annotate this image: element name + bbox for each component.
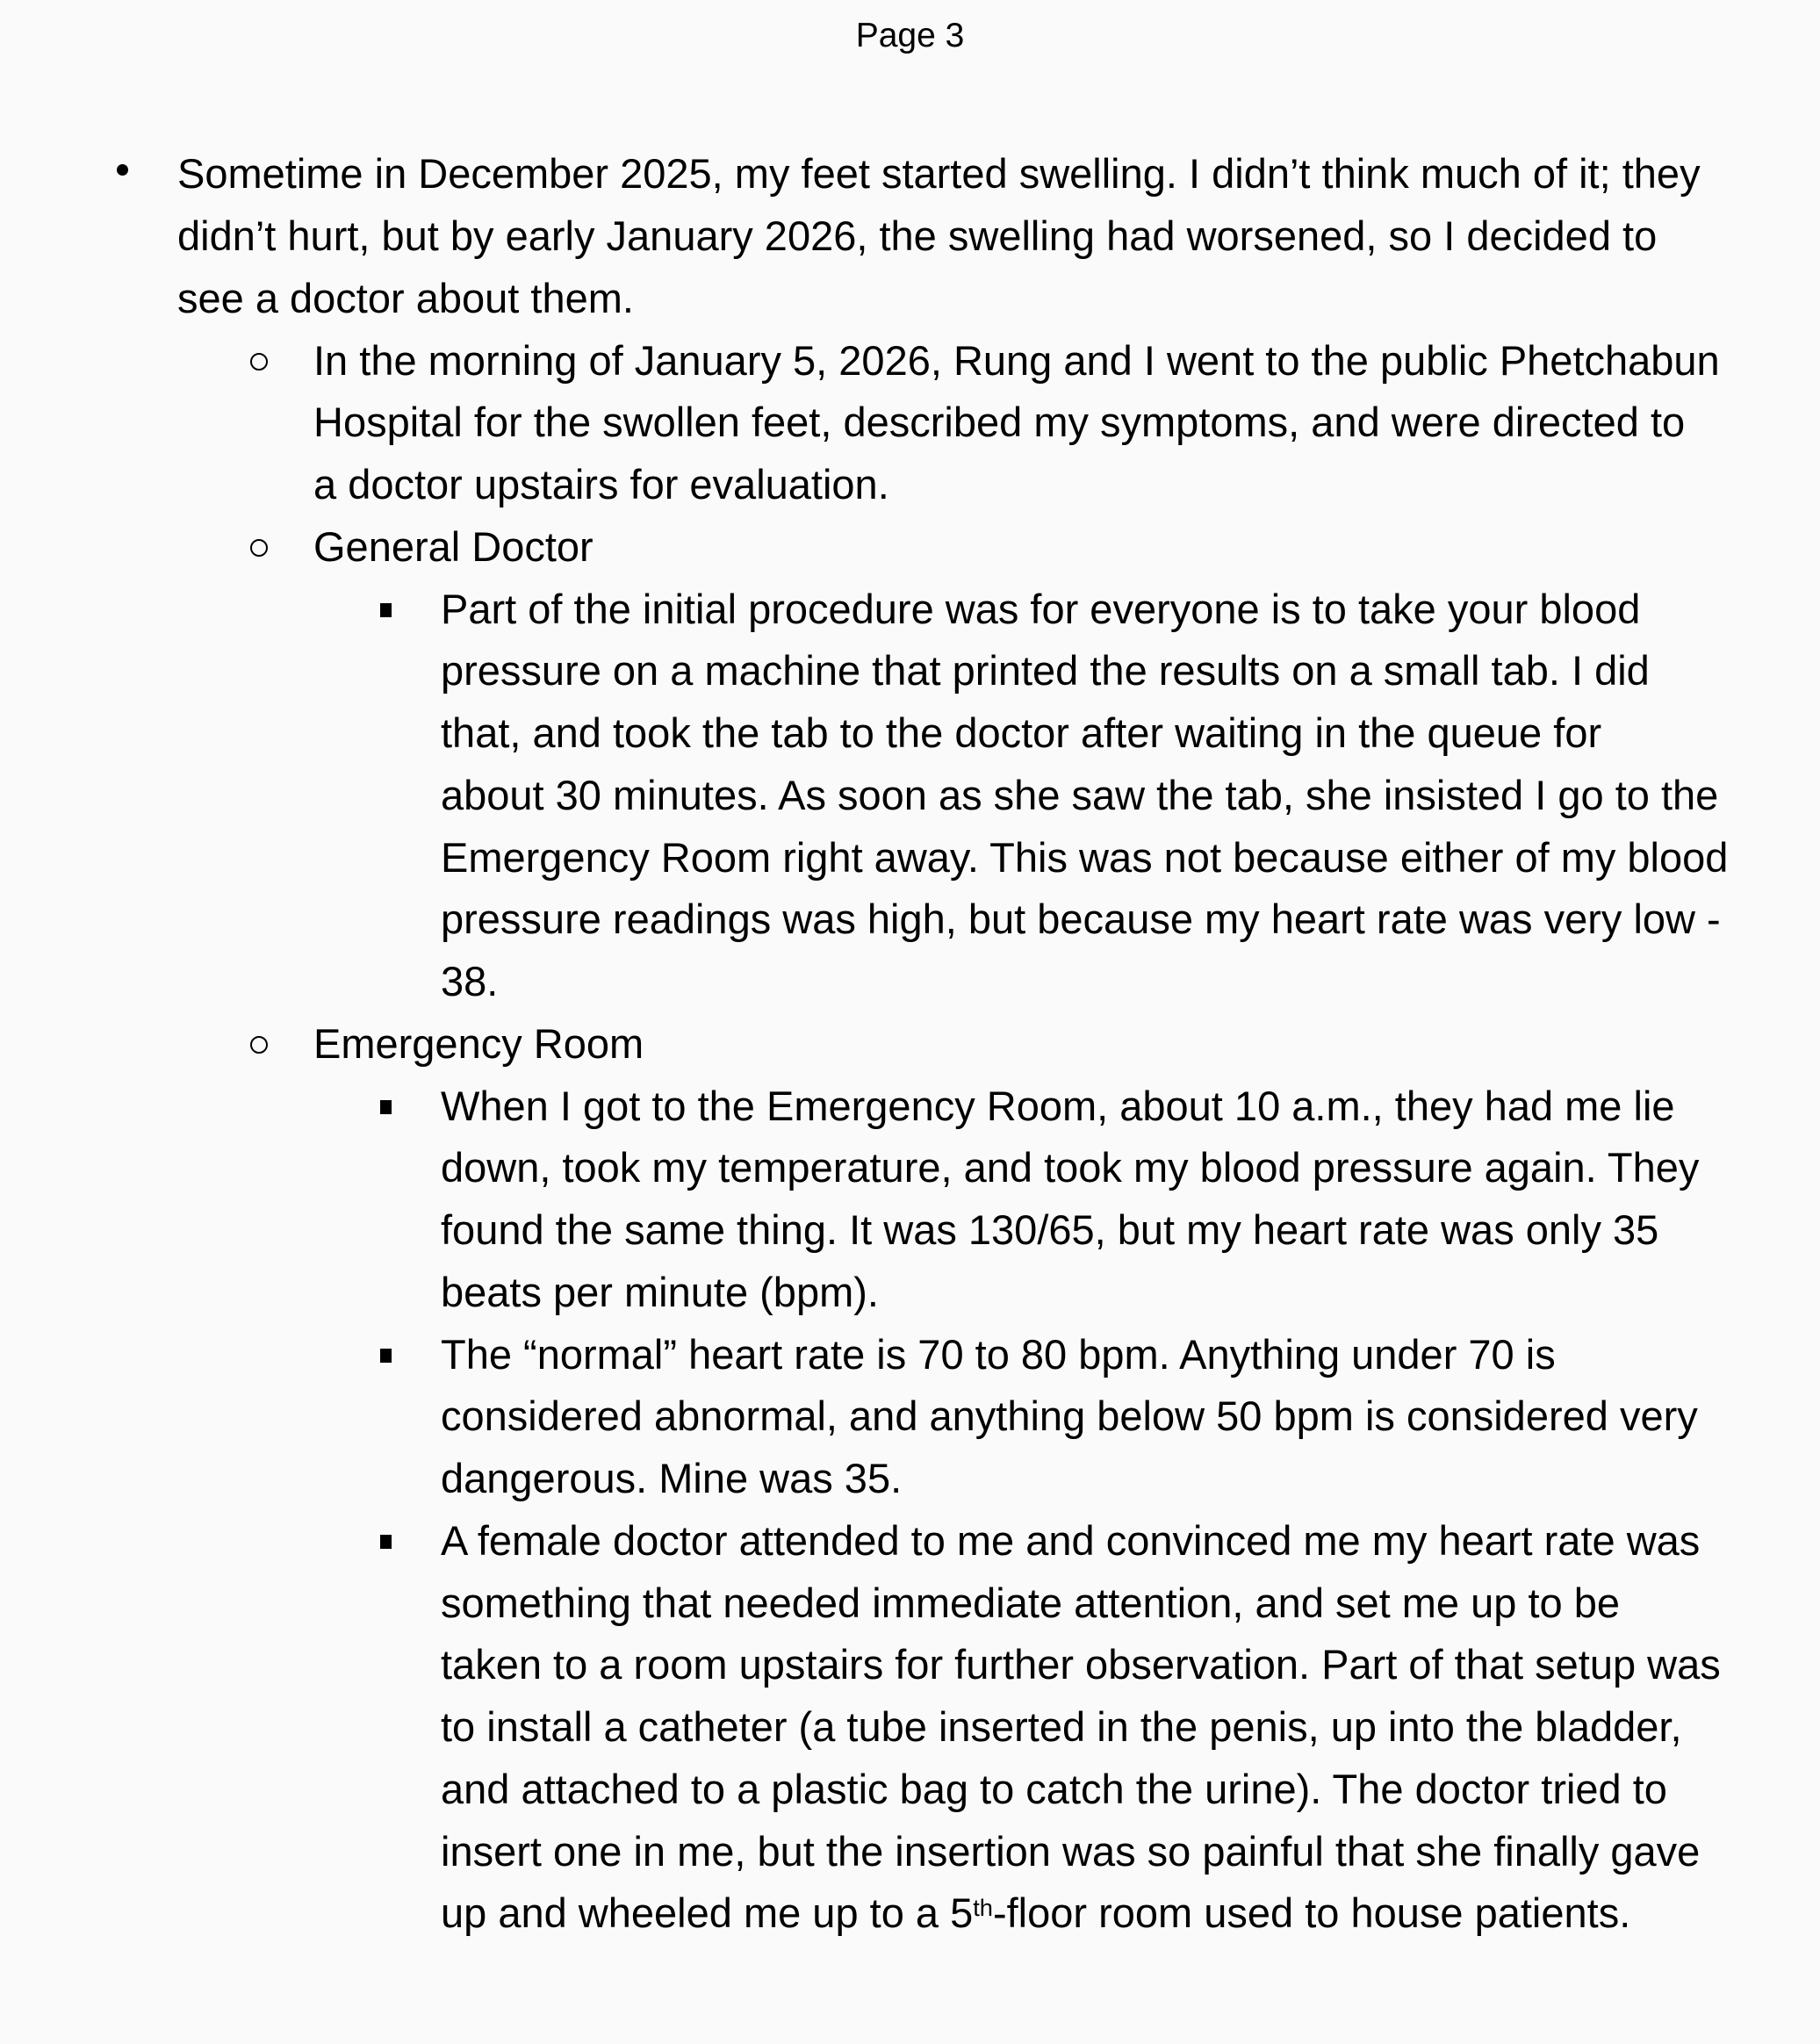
list-item-line: something that needed immediate attention, and set me up to be (441, 1579, 1620, 1626)
list-item-line: Sometime in December 2025, my feet started swelling. I didn’t think much of it; they (177, 150, 1701, 198)
list-item-line: In the morning of January 5, 2026, Rung and I went to the public Phetchabun (313, 336, 1720, 384)
list-item-line: to install a catheter (a tube inserted in the penis, up into the bladder, (441, 1703, 1682, 1751)
list-item-line: The “normal” heart rate is 70 to 80 bpm. Anything under 70 is (441, 1330, 1556, 1378)
list-item-line: taken to a room upstairs for further observation. Part of that setup was (441, 1641, 1721, 1688)
list-item-line: that, and took the tab to the doctor after waiting in the queue for (441, 709, 1602, 757)
list-item-line: Hospital for the swollen feet, described my symptoms, and were directed to (313, 399, 1686, 446)
list-item-line: down, took my temperature, and took my blood pressure again. They (441, 1144, 1700, 1191)
list-item-line: beats per minute (bpm). (441, 1268, 879, 1315)
list-item-line: considered abnormal, and anything below 50 bpm is considered very (441, 1393, 1698, 1440)
list-item-line: a doctor upstairs for evaluation. (313, 461, 889, 508)
bullet-circle-icon (250, 1036, 268, 1054)
list-item-line: 38. (441, 958, 499, 1005)
list-item-line: see a doctor about them. (177, 274, 634, 321)
list-item-line: Emergency Room right away. This was not because either of my blood (441, 833, 1729, 881)
list-item-line: dangerous. Mine was 35. (441, 1455, 903, 1502)
list-item-line: found the same thing. It was 130/65, but my heart rate was only 35 (441, 1206, 1659, 1254)
list-item-line: Emergency Room (313, 1019, 644, 1067)
bullet-square-icon (380, 1100, 392, 1114)
list-item-line: up and wheeled me up to a 5th-floor room used to house patients. (441, 1889, 1631, 1937)
list-item-line: pressure on a machine that printed the results on a small tab. I did (441, 647, 1650, 695)
list-item-line: insert one in me, but the insertion was so painful that she finally gave (441, 1827, 1701, 1875)
list-item-line: pressure readings was high, but because my heart rate was very low - (441, 896, 1721, 943)
list-item-line: General Doctor (313, 522, 593, 570)
list-item-line: and attached to a plastic bag to catch the urine). The doctor tried to (441, 1765, 1667, 1812)
page-number-header: Page 3 (855, 17, 965, 54)
list-item-line: didn’t hurt, but by early January 2026, the swelling had worsened, so I decided to (177, 212, 1658, 260)
list-item-line: A female doctor attended to me and convinced me my heart rate was (441, 1516, 1701, 1564)
list-item-line: When I got to the Emergency Room, about 10 a.m., they had me lie (441, 1082, 1675, 1129)
list-item-line: Part of the initial procedure was for everyone is to take your blood (441, 585, 1641, 632)
bullet-square-icon (380, 603, 392, 617)
list-item-line: about 30 minutes. As soon as she saw the tab, she insisted I go to the (441, 771, 1719, 818)
bullet-square-icon (380, 1349, 392, 1363)
bullet-circle-icon (250, 353, 268, 371)
bullet-square-icon (380, 1535, 392, 1549)
bullet-dot-icon (117, 164, 128, 176)
bullet-circle-icon (250, 539, 268, 557)
